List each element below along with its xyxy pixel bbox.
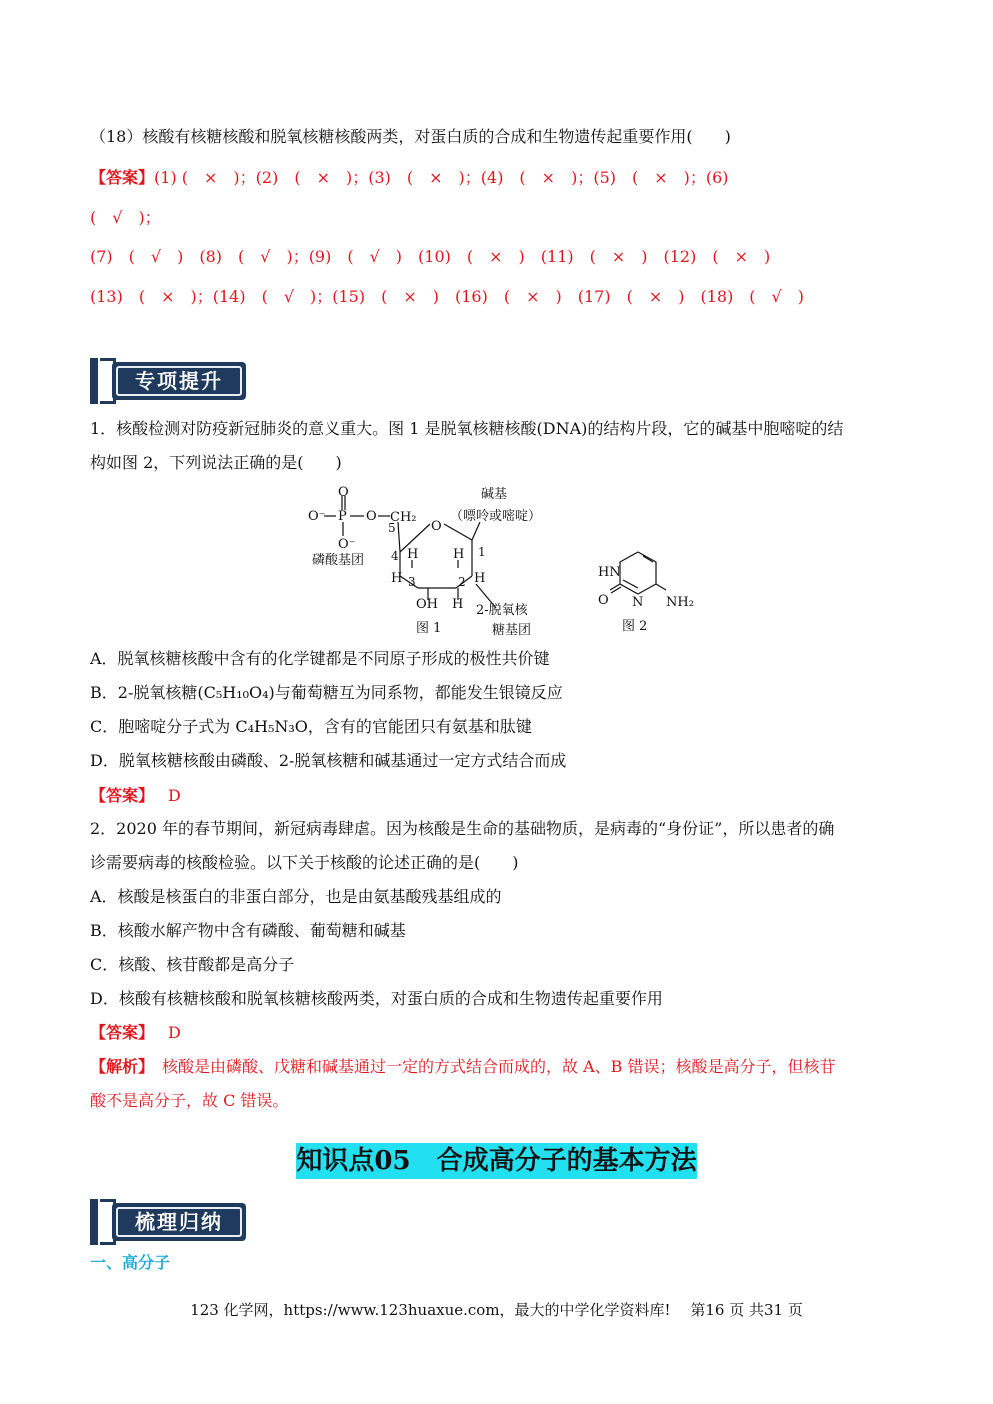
h-4: H [407, 547, 419, 562]
base-label: 碱基 [481, 487, 508, 502]
pyrimidine-n: N [632, 595, 644, 610]
q1-option-a: A．脱氧核糖核酸中含有的化学键都是不同原子形成的极性共价键 [90, 649, 550, 668]
h-4-lower: H [391, 571, 403, 586]
sugar-label-2: 糖基团 [492, 623, 532, 638]
ch2-label: CH₂ [390, 510, 417, 525]
q1-option-b: B．2-脱氧核糖(C₅H₁₀O₄)与葡萄糖互为同系物，都能发生银镜反应 [90, 683, 563, 702]
phosphate-label: 磷酸基团 [312, 553, 365, 568]
q1-figure [300, 484, 700, 640]
carbon-1: 1 [478, 545, 486, 559]
phosphate-o-top: O [338, 485, 349, 500]
answer-line-4: (13) ( × )；(14) ( √ )；(15) ( × ) (16) ( × ) (17) ( × ) (18) ( √ ) [90, 287, 804, 306]
carbon-5: 5 [388, 521, 396, 535]
q1-answer [90, 785, 181, 807]
q1-answer-label: 【答案】 [90, 786, 155, 805]
q2-option-d: D．核酸有核糖核酸和脱氧核糖核酸两类，对蛋白质的合成和生物遗传起重要作用 [90, 989, 663, 1008]
carbon-3: 3 [408, 575, 416, 589]
phosphate-o-right: O [366, 509, 377, 524]
header-bar-decoration [90, 1199, 98, 1245]
section-header-summary [90, 1199, 250, 1245]
q2-stem-line-2: 诊需要病毒的核酸检验。以下关于核酸的论述正确的是( ) [90, 853, 519, 872]
fig1-caption: 图 1 [416, 621, 442, 636]
oh-label: OH [416, 597, 438, 612]
header-bar-decoration [90, 358, 98, 404]
carbon-4: 4 [391, 549, 399, 563]
q2-stem-line-1: 2．2020 年的春节期间，新冠病毒肆虐。因为核酸是生命的基础物质，是病毒的“身份证”，所以患者的确 [90, 819, 835, 838]
sugar-label-1: 2-脱氧核 [476, 603, 528, 618]
pyrimidine-o: O [598, 593, 609, 608]
answer-line-1 [90, 167, 729, 189]
q2-option-b: B．核酸水解产物中含有磷酸、葡萄糖和碱基 [90, 921, 406, 940]
q1-option-c: C．胞嘧啶分子式为 C₄H₅N₃O，含有的官能团只有氨基和肽键 [90, 717, 532, 736]
phosphate-o-left: O⁻ [308, 509, 326, 524]
base-sublabel: （嘌呤或嘧啶） [450, 509, 542, 524]
q1-stem-line-2: 构如图 2，下列说法正确的是( ) [90, 453, 342, 472]
q2-analysis-line-1 [90, 1056, 836, 1078]
q2-analysis-line-2: 酸不是高分子，故 C 错误。 [90, 1091, 289, 1110]
h-2: H [452, 597, 464, 612]
answer-line-2: ( √ )； [90, 208, 161, 227]
q1-option-d: D．脱氧核糖核酸由磷酸、2-脱氧核糖和碱基通过一定方式结合而成 [90, 751, 567, 770]
q2-answer-value: D [168, 1023, 181, 1042]
q2-answer-label: 【答案】 [90, 1023, 155, 1042]
section-header-special [90, 358, 250, 404]
fig2-caption: 图 2 [622, 619, 648, 634]
phosphate-p: P [338, 509, 347, 524]
q2-option-c: C．核酸、核苷酸都是高分子 [90, 955, 295, 974]
knowledge-point-title: 知识点05 合成高分子的基本方法 [296, 1143, 697, 1179]
q2-analysis-label: 【解析】 [90, 1057, 155, 1076]
subsection-title: 一、高分子 [90, 1253, 171, 1272]
ring-oxygen: O [431, 519, 442, 534]
q2-option-a: A．核酸是核蛋白的非蛋白部分，也是由氨基酸残基组成的 [90, 887, 502, 906]
pyrimidine-hn: HN [598, 565, 621, 580]
h-1: H [453, 547, 465, 562]
header-title: 专项提升 [135, 369, 223, 393]
q2-analysis-text-1: 核酸是由磷酸、戊糖和碱基通过一定的方式结合而成的，故 A、B 错误；核酸是高分子，但核苷 [162, 1057, 836, 1076]
phosphate-o-bottom: O⁻ [338, 537, 356, 552]
answer-label: 【答案】 [90, 168, 155, 187]
carbon-2: 2 [458, 575, 466, 589]
answer-line-3: (7) ( √ ) (8) ( √ )；(9) ( √ ) (10) ( × ) (11) ( × ) (12) ( × ) [90, 247, 771, 266]
header-title: 梳理归纳 [135, 1210, 223, 1234]
page-footer: 123 化学网，https://www.123huaxue.com，最大的中学化学资料库! 第16 页 共31 页 [190, 1301, 803, 1319]
q2-answer [90, 1022, 181, 1044]
pyrimidine-nh2: NH₂ [666, 595, 694, 610]
question-18-text: （18）核酸有核糖核酸和脱氧核糖核酸两类，对蛋白质的合成和生物遗传起重要作用( ) [90, 127, 731, 146]
answer-text-1: (1) ( × )；(2) ( × )；(3) ( × )；(4) ( × )；(5) ( × )；(6) [154, 168, 729, 187]
h-1-lower: H [474, 571, 486, 586]
q1-stem-line-1: 1．核酸检测对防疫新冠肺炎的意义重大。图 1 是脱氧核糖核酸(DNA)的结构片段，它的碱基中胞嘧啶的结 [90, 419, 844, 438]
q1-answer-value: D [168, 786, 181, 805]
